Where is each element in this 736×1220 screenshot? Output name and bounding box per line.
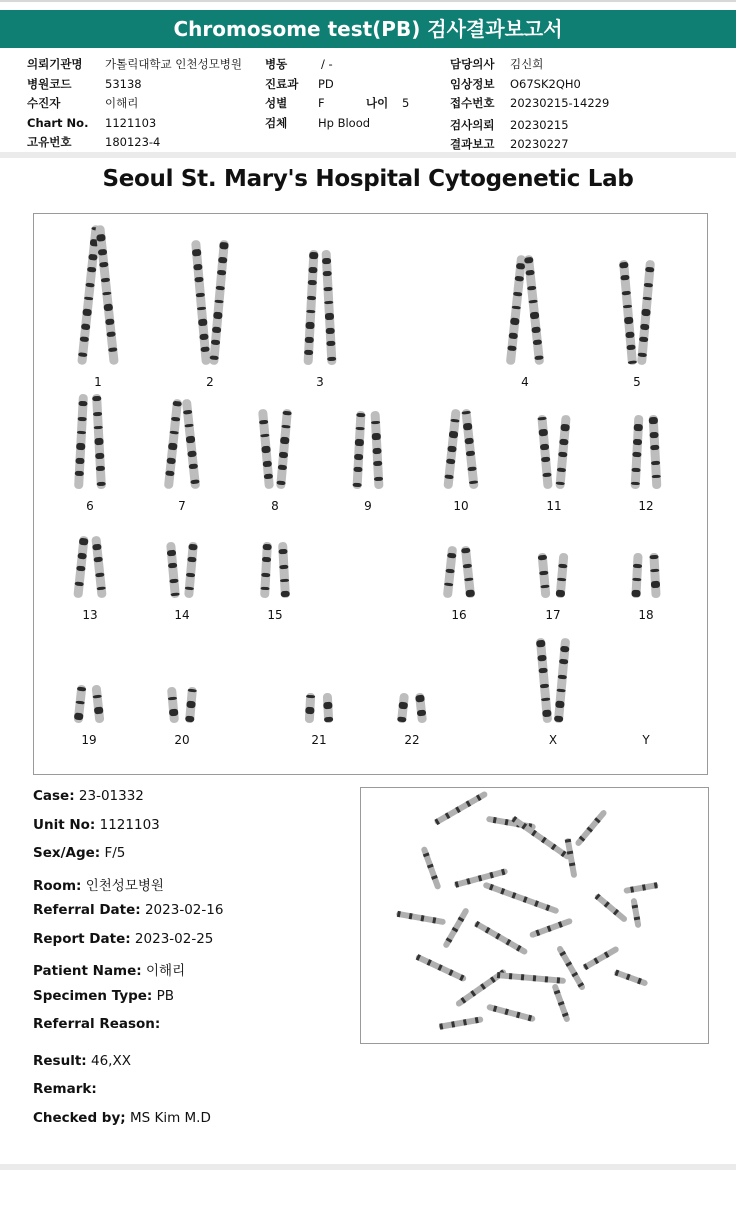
metaphase-chromosome (454, 868, 509, 888)
remark-label: Remark: (33, 1081, 97, 1097)
chromosome-label: 13 (82, 608, 98, 622)
chromosome-pair (443, 546, 475, 599)
info-value: Hp Blood (318, 115, 371, 130)
chromosome-label: 15 (267, 608, 283, 622)
info-label: 접수번호 (450, 96, 495, 110)
result-label: Result: (33, 1052, 87, 1069)
chromosome-pair (164, 399, 200, 489)
info-label: 진료과 (265, 76, 299, 91)
checked-by-label: Checked by; (33, 1109, 126, 1126)
info-value: 180123-4 (105, 135, 161, 149)
info-label: 담당의사 (450, 57, 495, 71)
info-value: 20230227 (510, 137, 569, 151)
info-label: 수진자 (27, 96, 61, 110)
footer-divider (0, 1164, 736, 1170)
chromosome-label: 19 (81, 733, 97, 747)
chromosome-label: Y (642, 733, 650, 747)
case-value: 23-01332 (78, 788, 144, 804)
info-value: 1121103 (105, 115, 157, 130)
metaphase-chromosome (415, 954, 467, 983)
chromosome-pair (443, 409, 478, 490)
report-date-label: Report Date: (33, 930, 131, 947)
metaphase-chromosome (486, 1004, 536, 1023)
info-value: 20230215 (510, 117, 569, 132)
report-title: Chromosome test(PB) 검사결과보고서 (0, 10, 736, 48)
chromosome-label: 20 (174, 733, 190, 747)
chromosome-pair (166, 542, 198, 599)
metaphase-chromosome (551, 983, 570, 1023)
chromosome-pair (74, 685, 105, 724)
karyogram-panel (33, 213, 708, 775)
info-value: O67SK2QH0 (510, 76, 581, 91)
checked-by-value: MS Kim M.D (129, 1109, 211, 1126)
info-label: 병동 (265, 57, 288, 71)
chromosome-pair (305, 693, 334, 723)
patient-name-label: Patient Name: (33, 963, 142, 979)
chromosome-pair (537, 415, 570, 490)
chromosome-pair (191, 240, 229, 365)
specimen-type-value: PB (156, 987, 175, 1004)
unit-label: Unit No: (33, 816, 96, 833)
info-label: 검체 (265, 115, 288, 130)
metaphase-chromosome (442, 907, 470, 949)
chromosome-label: 9 (364, 499, 372, 513)
sexage-label: Sex/Age: (33, 845, 101, 861)
age-label: 나이 (366, 96, 389, 110)
chromosome-pair (506, 255, 544, 365)
chromosome-pair (619, 260, 655, 365)
chromosome-label: 5 (633, 375, 641, 389)
chromosome-label: 22 (404, 733, 420, 747)
referral-reason-label: Referral Reason: (33, 1016, 161, 1032)
metaphase-chromosome (482, 882, 559, 915)
sexage-value: F/5 (104, 845, 126, 861)
chromosome-pair (631, 415, 662, 489)
patient-info-right (450, 55, 609, 155)
section-divider (0, 152, 736, 158)
chromosome-pair (73, 536, 106, 599)
chromosome-label: X (548, 733, 558, 747)
info-label: 의뢰기관명 (27, 57, 83, 71)
metaphase-chromosome (574, 809, 608, 847)
report-date-value: 2023-02-25 (134, 930, 214, 947)
metaphase-chromosome (396, 911, 446, 926)
case-details (33, 788, 223, 1138)
room-value: 인천성모병원 (85, 877, 164, 894)
metaphase-chromosome (630, 898, 641, 929)
chromosome-pair (538, 553, 569, 599)
result-value: 46,XX (90, 1052, 131, 1069)
info-value: 이해리 (105, 96, 139, 110)
metaphase-chromosome (594, 893, 628, 923)
chromosome-pair (77, 225, 119, 365)
chromosome-pair (303, 250, 336, 365)
metaphase-chromosome (511, 815, 572, 860)
chromosome-label: 1 (94, 375, 102, 389)
metaphase-chromosome (614, 969, 649, 987)
chromosome-label: 7 (178, 499, 186, 513)
metaphase-image (361, 788, 708, 1043)
lab-title: Seoul St. Mary's Hospital Cytogenetic Lab (102, 166, 634, 192)
chromosome-pair (74, 394, 106, 489)
chromosome-label: 16 (451, 608, 467, 622)
top-border (0, 0, 736, 2)
chromosome-label: 4 (521, 375, 529, 389)
chromosome-label: 11 (546, 499, 562, 513)
metaphase-chromosome (582, 945, 620, 970)
metaphase-chromosome (434, 790, 489, 825)
metaphase-chromosome (474, 920, 529, 955)
age-value: 5 (402, 96, 410, 110)
metaphase-chromosome (438, 1016, 483, 1030)
chromosome-label: 3 (316, 375, 324, 389)
chromosome-label: 12 (638, 499, 654, 513)
chromosome-pair (167, 687, 197, 724)
info-value: F (318, 96, 325, 110)
case-label: Case: (33, 788, 75, 804)
referral-date-value: 2023-02-16 (144, 902, 224, 918)
chromosome-label: 18 (638, 608, 654, 622)
info-value: 가톨릭대학교 인천성모병원 (105, 57, 242, 71)
chromosome-label: 8 (271, 499, 279, 513)
chromosome-pair (352, 411, 383, 489)
chromosome-label: 2 (206, 375, 214, 389)
info-label: 성별 (265, 96, 288, 110)
info-label: 결과보고 (450, 137, 495, 151)
patient-name-value: 이해리 (145, 963, 186, 979)
info-label: 병원코드 (27, 76, 72, 91)
metaphase-chromosome (623, 882, 659, 894)
metaphase-chromosome (529, 917, 573, 938)
chromosome-label: 6 (86, 499, 94, 513)
chromosome-pair (631, 553, 660, 598)
chromosome-label: 21 (311, 733, 327, 747)
chromosome-pair (260, 542, 290, 598)
patient-info-middle (265, 55, 409, 133)
chromosome-pair (536, 638, 570, 723)
info-label: Chart No. (27, 115, 89, 130)
specimen-type-label: Specimen Type: (33, 987, 153, 1004)
info-label: 임상정보 (450, 76, 495, 91)
info-label: 고유번호 (27, 135, 72, 149)
chromosome-label: 17 (545, 608, 561, 622)
info-value: 53138 (105, 76, 142, 91)
karyogram-image (34, 214, 707, 774)
referral-date-label: Referral Date: (33, 902, 141, 918)
patient-info-left (27, 55, 242, 153)
chromosome-label: 10 (453, 499, 469, 513)
metaphase-chromosome (556, 945, 586, 991)
chromosome-pair (397, 693, 427, 724)
chromosome-pair (258, 409, 292, 489)
info-value: / - (321, 57, 333, 71)
room-label: Room: (33, 877, 82, 894)
info-value: 김신희 (510, 57, 544, 71)
info-value: 20230215-14229 (510, 96, 610, 110)
metaphase-panel (360, 787, 709, 1044)
metaphase-chromosome (496, 972, 566, 984)
info-value: PD (318, 76, 334, 91)
unit-value: 1121103 (99, 816, 160, 833)
chromosome-label: 14 (174, 608, 190, 622)
metaphase-chromosome (420, 846, 441, 890)
info-label: 검사의뢰 (450, 117, 495, 132)
